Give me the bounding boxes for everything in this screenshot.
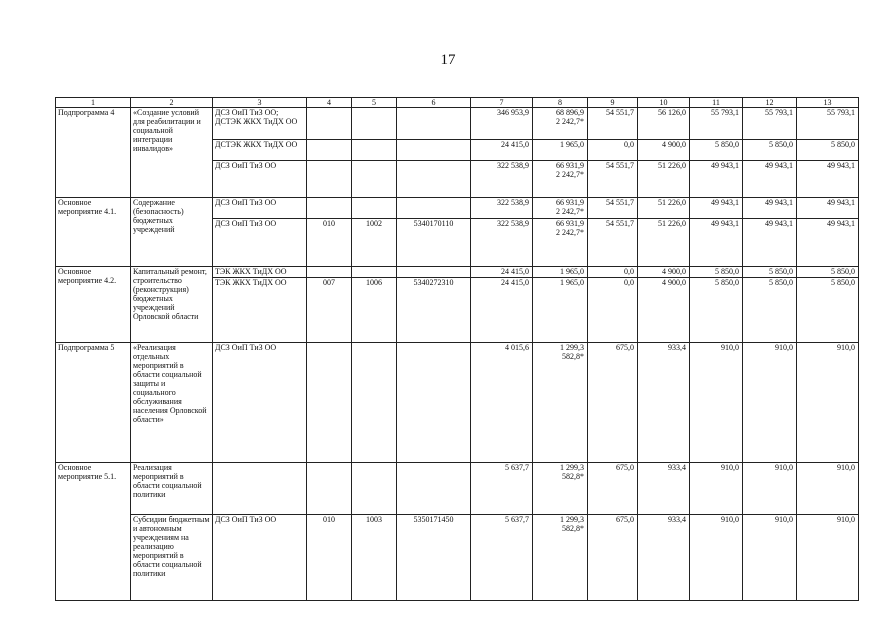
value-cell: 51 226,0 [638, 198, 690, 219]
value-cell: 51 226,0 [638, 161, 690, 198]
value-cell: 322 538,9 [471, 198, 533, 219]
value-cell: 49 943,1 [797, 198, 859, 219]
value-cell: 910,0 [690, 343, 743, 463]
col-header: 10 [638, 98, 690, 108]
rzpr-cell [352, 343, 397, 463]
col-header: 13 [797, 98, 859, 108]
executor-cell: ДСЗ ОиП ТиЗ ОО [213, 515, 307, 601]
value-cell: 675,0 [588, 343, 638, 463]
value-cell: 5 637,7 [471, 463, 533, 515]
grbs-cell [307, 140, 352, 161]
executor-cell: ДСЗ ОиП ТиЗ ОО [213, 343, 307, 463]
col-header: 6 [397, 98, 471, 108]
csr-cell [397, 267, 471, 278]
value-cell: 49 943,1 [690, 161, 743, 198]
program-cell: Подпрограмма 4 [56, 108, 131, 198]
value-cell: 49 943,1 [743, 161, 797, 198]
csr-cell [397, 161, 471, 198]
col-header: 5 [352, 98, 397, 108]
rzpr-cell: 1002 [352, 219, 397, 267]
value-cell: 4 900,0 [638, 267, 690, 278]
rzpr-cell: 1003 [352, 515, 397, 601]
csr-cell [397, 140, 471, 161]
value-cell: 55 793,1 [690, 108, 743, 140]
col-header: 11 [690, 98, 743, 108]
program-title-cell: «Реализация отдельных мероприятий в области социальной защиты и социального обслуживания населения Орловской области» [131, 343, 213, 463]
rzpr-cell [352, 140, 397, 161]
value-cell: 675,0 [588, 463, 638, 515]
value-cell: 910,0 [797, 343, 859, 463]
grbs-cell [307, 463, 352, 515]
value-cell: 1 299,3 582,8* [533, 463, 588, 515]
value-cell: 675,0 [588, 515, 638, 601]
col-header: 12 [743, 98, 797, 108]
col-header: 3 [213, 98, 307, 108]
executor-cell: ТЭК ЖКХ ТиДХ ОО [213, 267, 307, 278]
value-cell: 933,4 [638, 463, 690, 515]
value-cell: 346 953,9 [471, 108, 533, 140]
value-cell: 5 850,0 [797, 278, 859, 343]
value-cell: 1 299,3 582,8* [533, 515, 588, 601]
table-row [56, 343, 859, 463]
executor-cell: ДСЗ ОиП ТиЗ ОО; ДСТЭК ЖКХ ТиДХ ОО [213, 108, 307, 140]
col-header: 1 [56, 98, 131, 108]
value-cell: 5 850,0 [690, 140, 743, 161]
program-title-cell: Реализация мероприятий в области социальной политики [131, 463, 213, 515]
table-row [56, 463, 859, 515]
value-cell: 68 896,9 2 242,7* [533, 108, 588, 140]
col-header: 9 [588, 98, 638, 108]
value-cell: 49 943,1 [797, 219, 859, 267]
value-cell: 1 965,0 [533, 140, 588, 161]
page-number: 17 [440, 52, 456, 68]
value-cell: 910,0 [690, 515, 743, 601]
grbs-cell [307, 198, 352, 219]
value-cell: 910,0 [743, 343, 797, 463]
value-cell: 55 793,1 [743, 108, 797, 140]
table-row [56, 198, 859, 219]
program-cell: Основное мероприятие 4.1. [56, 198, 131, 267]
executor-cell: ДСТЭК ЖКХ ТиДХ ОО [213, 140, 307, 161]
value-cell: 910,0 [690, 463, 743, 515]
value-cell: 49 943,1 [743, 219, 797, 267]
program-title-cell: Капитальный ремонт, строительство (реконструкция) бюджетных учреждений Орловской области [131, 267, 213, 343]
col-header: 7 [471, 98, 533, 108]
value-cell: 5 850,0 [797, 267, 859, 278]
table-row [56, 515, 859, 601]
value-cell: 55 793,1 [797, 108, 859, 140]
value-cell: 933,4 [638, 515, 690, 601]
value-cell: 1 965,0 [533, 278, 588, 343]
table-header-row [56, 98, 859, 108]
csr-cell [397, 463, 471, 515]
grbs-cell [307, 267, 352, 278]
budget-table [55, 97, 859, 601]
grbs-cell: 010 [307, 515, 352, 601]
rzpr-cell [352, 198, 397, 219]
value-cell: 910,0 [743, 463, 797, 515]
program-title-cell: Содержание (безопасность) бюджетных учреждений [131, 198, 213, 267]
csr-cell [397, 108, 471, 140]
value-cell: 933,4 [638, 343, 690, 463]
col-header: 4 [307, 98, 352, 108]
executor-cell: ДСЗ ОиП ТиЗ ОО [213, 198, 307, 219]
col-header: 2 [131, 98, 213, 108]
value-cell: 0,0 [588, 267, 638, 278]
value-cell: 54 551,7 [588, 108, 638, 140]
value-cell: 49 943,1 [690, 198, 743, 219]
csr-cell: 5340170110 [397, 219, 471, 267]
program-cell: Подпрограмма 5 [56, 343, 131, 463]
csr-cell: 5340272310 [397, 278, 471, 343]
value-cell: 54 551,7 [588, 219, 638, 267]
grbs-cell: 010 [307, 219, 352, 267]
value-cell: 51 226,0 [638, 219, 690, 267]
value-cell: 66 931,9 2 242,7* [533, 219, 588, 267]
executor-cell: ТЭК ЖКХ ТиДХ ОО [213, 278, 307, 343]
grbs-cell [307, 108, 352, 140]
value-cell: 5 850,0 [743, 140, 797, 161]
value-cell: 24 415,0 [471, 267, 533, 278]
rzpr-cell [352, 267, 397, 278]
program-cell: Основное мероприятие 4.2. [56, 267, 131, 343]
value-cell: 49 943,1 [743, 198, 797, 219]
value-cell: 0,0 [588, 278, 638, 343]
value-cell: 4 015,6 [471, 343, 533, 463]
value-cell: 4 900,0 [638, 278, 690, 343]
value-cell: 54 551,7 [588, 198, 638, 219]
program-title-cell: «Создание условий для реабилитации и социальной интеграции инвалидов» [131, 108, 213, 198]
value-cell: 54 551,7 [588, 161, 638, 198]
value-cell: 910,0 [743, 515, 797, 601]
grbs-cell [307, 161, 352, 198]
value-cell: 66 931,9 2 242,7* [533, 198, 588, 219]
value-cell: 5 850,0 [797, 140, 859, 161]
value-cell: 910,0 [797, 463, 859, 515]
value-cell: 5 850,0 [690, 278, 743, 343]
rzpr-cell [352, 161, 397, 198]
col-header: 8 [533, 98, 588, 108]
value-cell: 4 900,0 [638, 140, 690, 161]
program-title-cell: Субсидии бюджетным и автономным учреждениям на реализацию мероприятий в области социальной политики [131, 515, 213, 601]
value-cell: 5 850,0 [743, 278, 797, 343]
program-cell: Основное мероприятие 5.1. [56, 463, 131, 601]
value-cell: 322 538,9 [471, 219, 533, 267]
value-cell: 5 850,0 [743, 267, 797, 278]
table-row [56, 108, 859, 140]
executor-cell: ДСЗ ОиП ТиЗ ОО [213, 219, 307, 267]
value-cell: 1 965,0 [533, 267, 588, 278]
value-cell: 24 415,0 [471, 278, 533, 343]
value-cell: 49 943,1 [690, 219, 743, 267]
value-cell: 24 415,0 [471, 140, 533, 161]
csr-cell [397, 343, 471, 463]
value-cell: 0,0 [588, 140, 638, 161]
executor-cell: ДСЗ ОиП ТиЗ ОО [213, 161, 307, 198]
csr-cell [397, 198, 471, 219]
value-cell: 5 637,7 [471, 515, 533, 601]
value-cell: 66 931,9 2 242,7* [533, 161, 588, 198]
grbs-cell [307, 343, 352, 463]
rzpr-cell [352, 108, 397, 140]
rzpr-cell: 1006 [352, 278, 397, 343]
value-cell: 49 943,1 [797, 161, 859, 198]
executor-cell [213, 463, 307, 515]
value-cell: 1 299,3 582,8* [533, 343, 588, 463]
value-cell: 322 538,9 [471, 161, 533, 198]
value-cell: 56 126,0 [638, 108, 690, 140]
csr-cell: 5350171450 [397, 515, 471, 601]
value-cell: 5 850,0 [690, 267, 743, 278]
value-cell: 910,0 [797, 515, 859, 601]
rzpr-cell [352, 463, 397, 515]
grbs-cell: 007 [307, 278, 352, 343]
table-row [56, 267, 859, 278]
